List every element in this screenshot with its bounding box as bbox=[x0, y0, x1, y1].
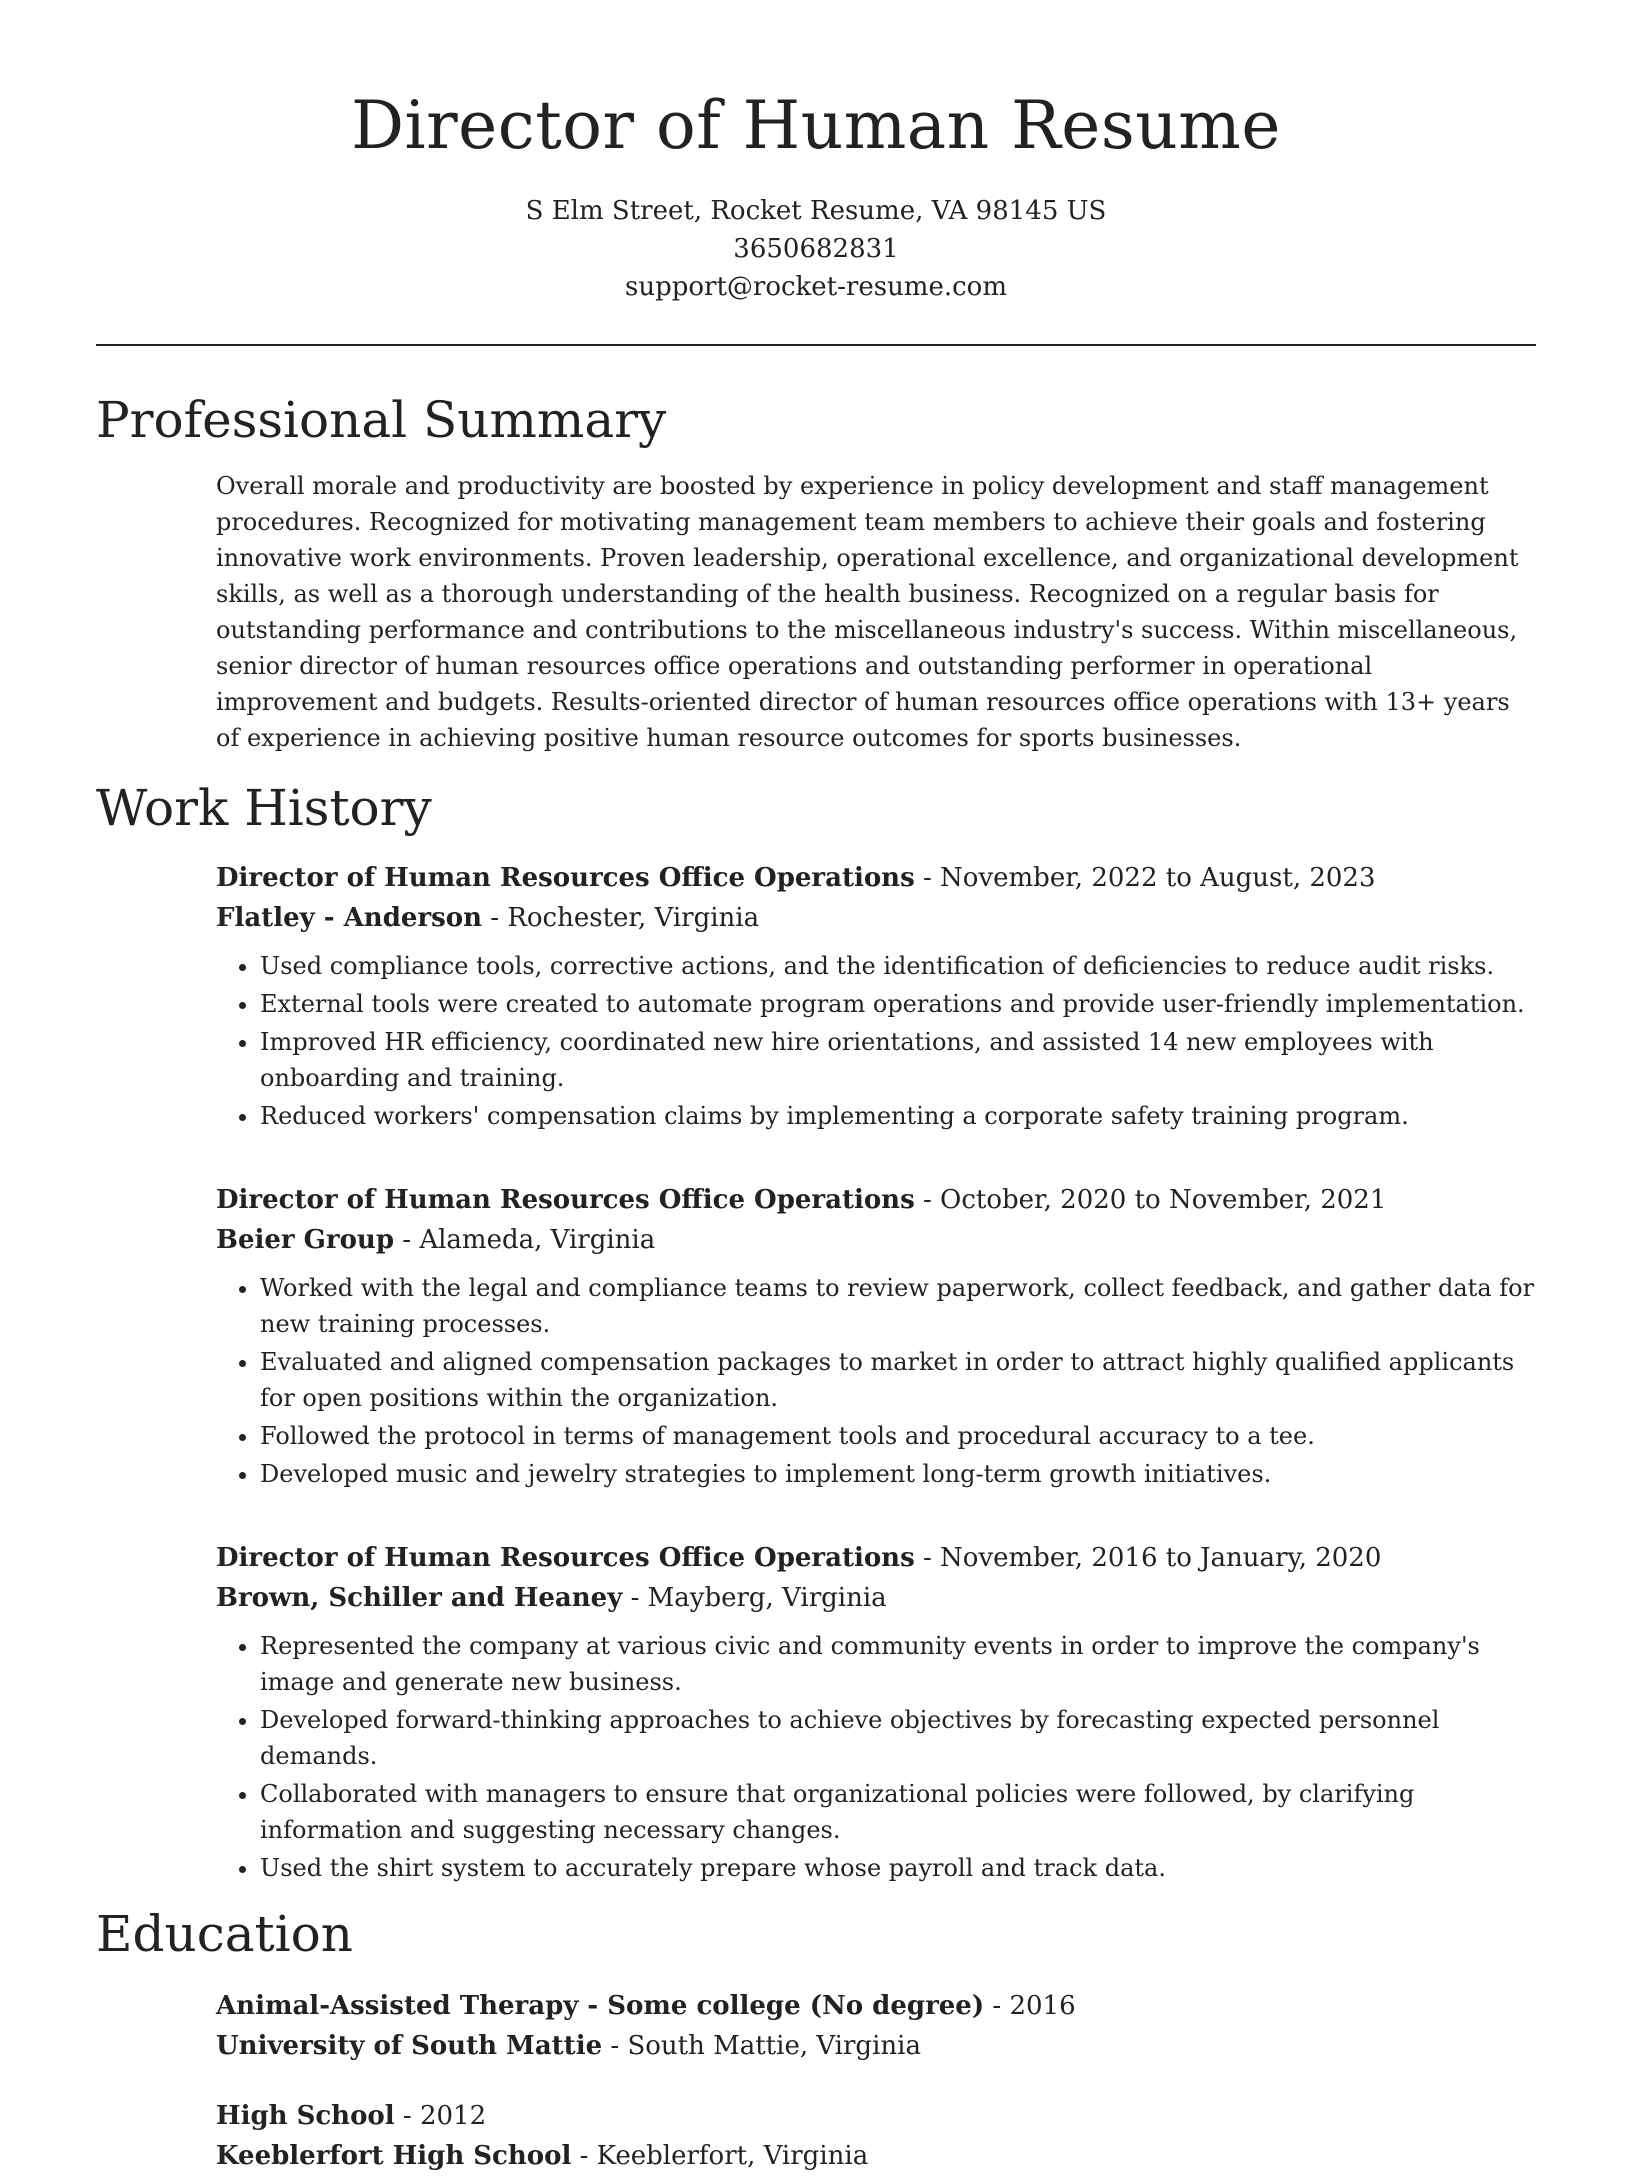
job-company: Beier Group bbox=[216, 1225, 395, 1255]
job-bullet: • Developed forward-thinking approaches to achieve objectives by forecasting expected personnel demands. bbox=[260, 1702, 1536, 1774]
job-bullet: • Collaborated with managers to ensure that organizational policies were followed, by clarifying information and suggesting necessary changes. bbox=[260, 1776, 1536, 1848]
education-degree: Animal-Assisted Therapy - Some college (No degree) bbox=[216, 1991, 985, 2021]
education-section bbox=[96, 1904, 1536, 2176]
work-history-section bbox=[96, 778, 1536, 1886]
job-role: Director of Human Resources Office Operations bbox=[216, 1185, 915, 1215]
work-history-heading: Work History bbox=[96, 779, 432, 837]
job-location: - Mayberg, Virginia bbox=[622, 1583, 887, 1613]
job-company-line bbox=[216, 1578, 1536, 1618]
job-bullets bbox=[216, 1270, 1536, 1492]
job-bullet: • External tools were created to automate program operations and provide user-friendly implementation. bbox=[260, 986, 1536, 1022]
job-location: - Rochester, Virginia bbox=[482, 903, 760, 933]
job-bullet: • Worked with the legal and compliance teams to review paperwork, collect feedback, and gather data for new training processes. bbox=[260, 1270, 1536, 1342]
job-dates: - November, 2022 to August, 2023 bbox=[914, 863, 1376, 893]
education-school: University of South Mattie bbox=[216, 2031, 603, 2061]
job-location: - Alameda, Virginia bbox=[394, 1225, 656, 1255]
education-school: Keeblerfort High School bbox=[216, 2141, 572, 2171]
contact-email: support@rocket-resume.com bbox=[624, 272, 1007, 302]
education-school-line bbox=[216, 2026, 1536, 2066]
job-title-line bbox=[216, 1538, 1536, 1578]
job-company: Flatley - Anderson bbox=[216, 903, 482, 933]
job-bullet: • Represented the company at various civic and community events in order to improve the company's image and generate new business. bbox=[260, 1628, 1536, 1700]
job-bullet: • Used the shirt system to accurately prepare whose payroll and track data. bbox=[260, 1850, 1536, 1886]
job-bullets bbox=[216, 948, 1536, 1134]
education-heading: Education bbox=[96, 1905, 353, 1963]
job-entry bbox=[216, 1180, 1536, 1492]
job-entry bbox=[216, 1538, 1536, 1886]
education-year: - 2012 bbox=[394, 2101, 487, 2131]
job-dates: - November, 2016 to January, 2020 bbox=[914, 1543, 1382, 1573]
job-bullet: • Reduced workers' compensation claims by implementing a corporate safety training program. bbox=[260, 1098, 1536, 1134]
job-bullet: • Followed the protocol in terms of management tools and procedural accuracy to a tee. bbox=[260, 1418, 1536, 1454]
resume-page bbox=[96, 0, 1536, 2176]
education-degree-line bbox=[216, 2096, 1536, 2136]
job-title-line bbox=[216, 858, 1536, 898]
job-role: Director of Human Resources Office Operations bbox=[216, 1543, 915, 1573]
candidate-name: Director of Human Resume bbox=[351, 87, 1281, 164]
summary-text: Overall morale and productivity are boosted by experience in policy development and staff management procedures. Recognized for motivating management team members to achieve their goals and fostering innovative work environments. Proven leadership, operational excellence, and organizational development skills, as well as a thorough understanding of the health business. Recognized on a regular basis for outstanding performance and contributions to the miscellaneous industry's success. Within miscellaneous, senior director of human resources office operations and outstanding performer in operational improvement and budgets. Results-oriented director of human resources office operations with 13+ years of experience in achieving positive human resource outcomes for sports businesses. bbox=[216, 472, 1519, 752]
job-bullet: • Used compliance tools, corrective actions, and the identification of deficiencies to reduce audit risks. bbox=[260, 948, 1536, 984]
job-bullet: • Developed music and jewelry strategies to implement long-term growth initiatives. bbox=[260, 1456, 1536, 1492]
job-title-line bbox=[216, 1180, 1536, 1220]
job-bullet: • Improved HR efficiency, coordinated new hire orientations, and assisted 14 new employees with onboarding and training. bbox=[260, 1024, 1536, 1096]
education-degree-line bbox=[216, 1986, 1536, 2026]
education-entry bbox=[216, 1986, 1536, 2066]
contact-block bbox=[96, 192, 1536, 306]
job-company-line bbox=[216, 1220, 1536, 1260]
job-role: Director of Human Resources Office Operations bbox=[216, 863, 915, 893]
education-location: - Keeblerfort, Virginia bbox=[571, 2141, 869, 2171]
education-location: - South Mattie, Virginia bbox=[602, 2031, 921, 2061]
summary-heading: Professional Summary bbox=[96, 391, 667, 449]
job-company: Brown, Schiller and Heaney bbox=[216, 1583, 623, 1613]
education-entry bbox=[216, 2096, 1536, 2176]
job-bullet: • Evaluated and aligned compensation packages to market in order to attract highly qualified applicants for open positions within the organization. bbox=[260, 1344, 1536, 1416]
job-bullets bbox=[216, 1628, 1536, 1886]
header-divider bbox=[96, 344, 1536, 346]
contact-address: S Elm Street, Rocket Resume, VA 98145 US bbox=[525, 196, 1107, 226]
contact-phone: 3650682831 bbox=[733, 234, 899, 264]
resume-header bbox=[96, 0, 1536, 306]
education-year: - 2016 bbox=[984, 1991, 1076, 2021]
education-school-line bbox=[216, 2136, 1536, 2176]
summary-section bbox=[96, 390, 1536, 756]
education-degree: High School bbox=[216, 2101, 395, 2131]
job-entry bbox=[216, 858, 1536, 1134]
job-dates: - October, 2020 to November, 2021 bbox=[914, 1185, 1387, 1215]
job-company-line bbox=[216, 898, 1536, 938]
